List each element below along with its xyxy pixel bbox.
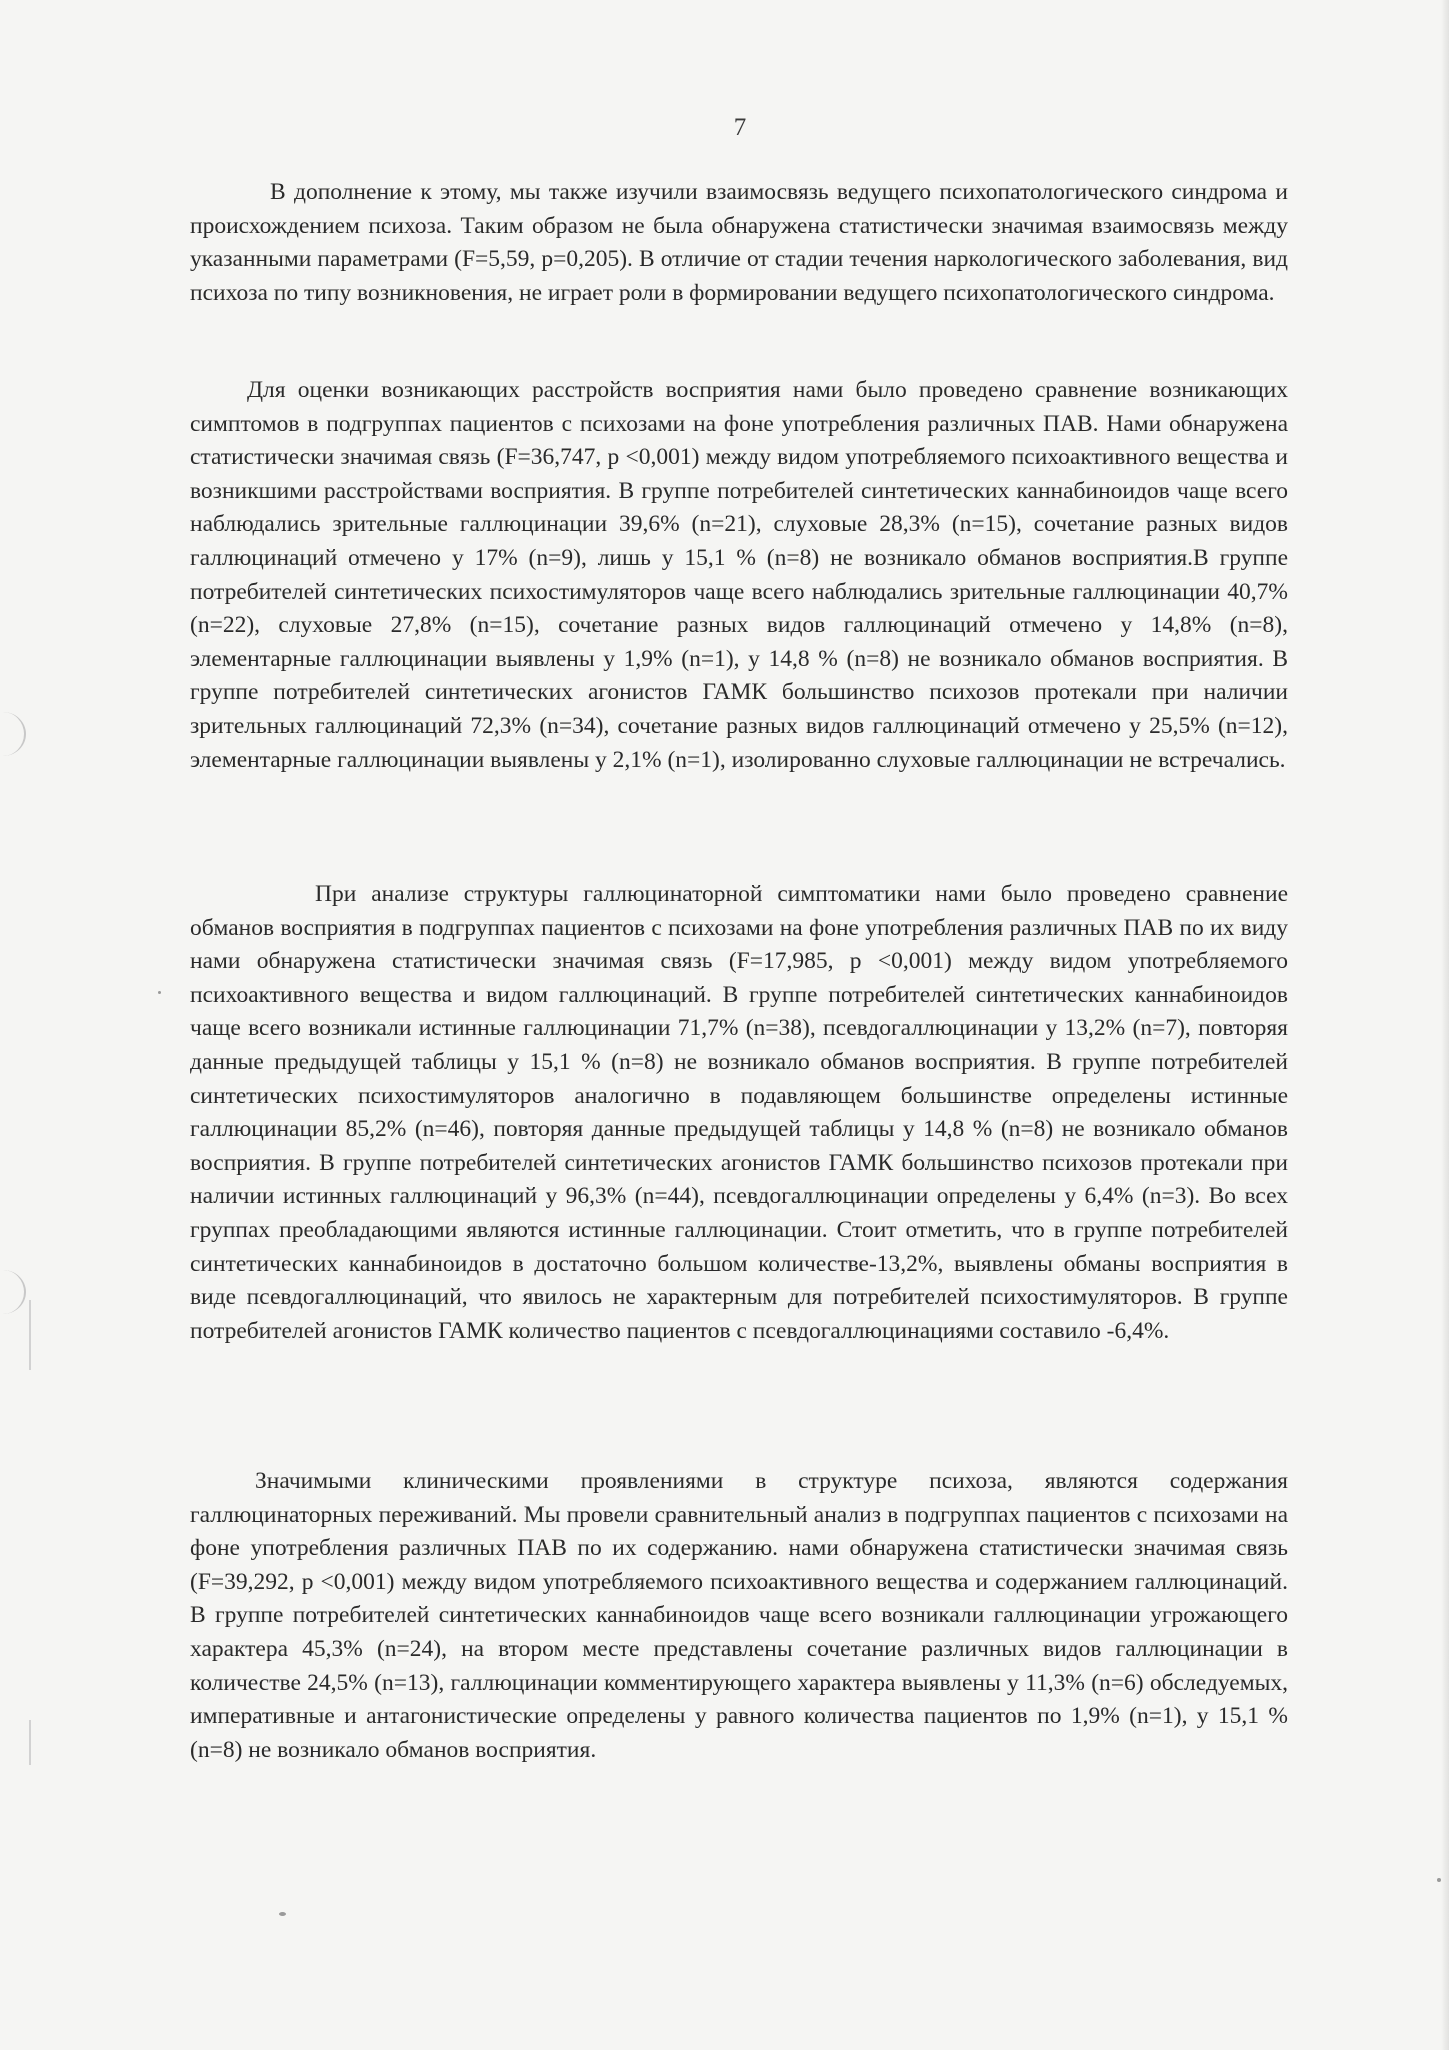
paragraph-hallucination-structure: При анализе структуры галлюцинаторной симптоматики нами было проведено сравнение обманов восприятия в подгруппах пациентов с психозами на фоне употребления различных ПАВ по их виду нами обнаружена статистически значимая связь (F=17,985, p <0,001) между видом употребляемого психоактивного вещества и видом галлюцинаций. В группе потребителей синтетических каннабиноидов чаще всего возникали истинные галлюцинации 71,7% (n=38), псевдогаллюцинации у 13,2% (n=7), повторяя данные предыдущей таблицы у 15,1 % (n=8) не возникало обманов восприятия. В группе потребителей синтетических психостимуляторов аналогично в подавляющем большинстве определены истинные галлюцинации 85,2% (n=46), повторяя данные предыдущей таблицы у 14,8 % (n=8) не возникало обманов восприятия. В группе потребителей синтетических агонистов ГАМК большинство психозов протекали при наличии истинных галлюцинаций у 96,3% (n=44), псевдогаллюцинации определены у 6,4% (n=3). Во всех группах преобладающими являются истинные галлюцинации. Стоит отметить, что в группе потребителей синтетических каннабиноидов в достаточно большом количестве-13,2%, выявлены обманы восприятия в виде псевдогаллюцинаций, что явилось не характерным для потребителей психостимуляторов. В группе потребителей агонистов ГАМК количество пациентов с псевдогаллюцинациями составило -6,4%. [190, 881, 1288, 1344]
scan-edge-mark [29, 1300, 31, 1370]
scan-speck [1437, 1878, 1441, 1882]
binder-hole-mark [0, 1270, 26, 1314]
scan-edge-mark [29, 1720, 31, 1765]
paragraph-hallucination-content: Значимыми клиническими проявлениями в структуре психоза, являются содержания галлюцинаторных переживаний. Мы провели сравнительный анализ в подгруппах пациентов с психозами на фоне употребления различных ПАВ по их содержанию. нами обнаружена статистически значимая связь (F=39,292, p <0,001) между видом употребляемого психоактивного вещества и содержанием галлюцинаций. В группе потребителей синтетических каннабиноидов чаще всего возникали галлюцинации угрожающего характера 45,3% (n=24), на втором месте представлены сочетание различных видов галлюцинации в количестве 24,5% (n=13), галлюцинации комментирующего характера выявлены у 11,3% (n=6) обследуемых, императивные и антагонистические определены у равного количества пациентов по 1,9% (n=1), у 15,1 % (n=8) не возникало обманов восприятия. [190, 1468, 1288, 1763]
paragraph-perception-disorders: Для оценки возникающих расстройств восприятия нами было проведено сравнение возникающих симптомов в подгруппах пациентов с психозами на фоне употребления различных ПАВ. Нами обнаружена статистически значимая связь (F=36,747, p <0,001) между видом употребляемого психоактивного вещества и возникшими расстройствами восприятия. В группе потребителей синтетических каннабиноидов чаще всего наблюдались зрительные галлюцинации 39,6% (n=21), слуховые 28,3% (n=15), сочетание разных видов галлюцинаций отмечено у 17% (n=9), лишь у 15,1 % (n=8) не возникало обманов восприятия.В группе потребителей синтетических психостимуляторов чаще всего наблюдались зрительные галлюцинации 40,7% (n=22), слуховые 27,8% (n=15), сочетание разных видов галлюцинаций отмечено у 14,8% (n=8), элементарные галлюцинации выявлены у 1,9% (n=1), у 14,8 % (n=8) не возникало обманов восприятия. В группе потребителей синтетических агонистов ГАМК большинство психозов протекали при наличии зрительных галлюцинаций 72,3% (n=34), сочетание разных видов галлюцинаций отмечено у 25,5% (n=12), элементарные галлюцинации выявлены у 2,1% (n=1), изолированно слуховые галлюцинации не встречались. [190, 377, 1288, 773]
scan-speck [158, 991, 161, 994]
binder-hole-mark [0, 712, 26, 756]
page-number: 7 [733, 114, 747, 141]
paragraph-syndrome-origin: В дополнение к этому, мы также изучили взаимосвязь ведущего психопатологического синдрома и происхождением психоза. Таким образом не была обнаружена статистически значимая взаимосвязь между указанными параметрами (F=5,59, p=0,205). В отличие от стадии течения наркологического заболевания, вид психоза по типу возникновения, не играет роли в формировании ведущего психопатологического синдрома. [190, 179, 1288, 306]
scan-speck [279, 1912, 286, 1916]
page-edge-shadow [1441, 0, 1449, 2050]
